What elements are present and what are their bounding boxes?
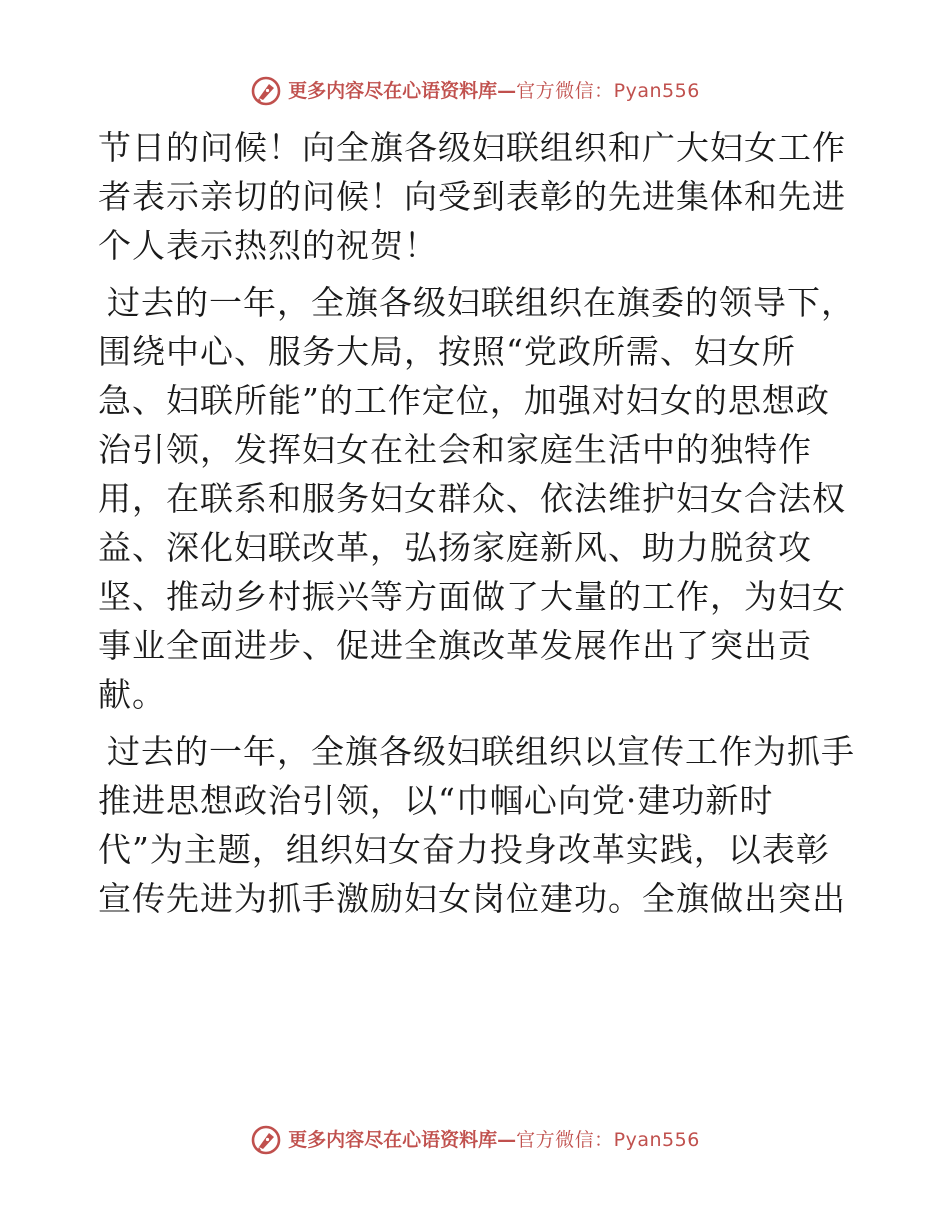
header-banner-separator: — xyxy=(497,79,517,102)
pen-nib-logo-icon xyxy=(250,75,282,107)
header-banner-wechat: 官方微信：Pyan556 xyxy=(516,79,700,102)
footer-banner-separator: — xyxy=(497,1128,517,1151)
header-banner-lead: 更多内容尽在心语资料库 xyxy=(288,79,498,102)
paragraph-greeting: 节日的问候！向全旗各级妇联组织和广大妇女工作者表示亲切的问候！向受到表彰的先进集体和先进个人表示热烈的祝贺！ xyxy=(98,128,846,265)
footer-banner-lead: 更多内容尽在心语资料库 xyxy=(288,1128,498,1151)
paragraph-review-publicity: 过去的一年，全旗各级妇联组织以宣传工作为抓手推进思想政治引领，以“巾帼心向党·建功新时代”为主题，组织妇女奋力投身改革实践，以表彰宣传先进为抓手激励妇女岗位建功。全旗做出突出 xyxy=(98,732,855,918)
footer-banner-wechat: 官方微信：Pyan556 xyxy=(516,1128,700,1151)
document-body xyxy=(98,123,858,931)
header-banner xyxy=(0,71,950,111)
pen-nib-logo-icon xyxy=(250,1124,282,1156)
footer-banner xyxy=(0,1120,950,1160)
footer-banner-text xyxy=(288,1128,700,1151)
header-banner-text xyxy=(288,79,700,102)
paragraph-review-work: 过去的一年，全旗各级妇联组织在旗委的领导下，围绕中心、服务大局，按照“党政所需、妇女所急、妇联所能”的工作定位，加强对妇女的思想政治引领，发挥妇女在社会和家庭生活中的独特作用，在联系和服务妇女群众、依法维护妇女合法权益、深化妇联改革，弘扬家庭新风、助力脱贫攻坚、推动乡村振兴等方面做了大量的工作，为妇女事业全面进步、促进全旗改革发展作出了突出贡献。 xyxy=(98,283,855,714)
